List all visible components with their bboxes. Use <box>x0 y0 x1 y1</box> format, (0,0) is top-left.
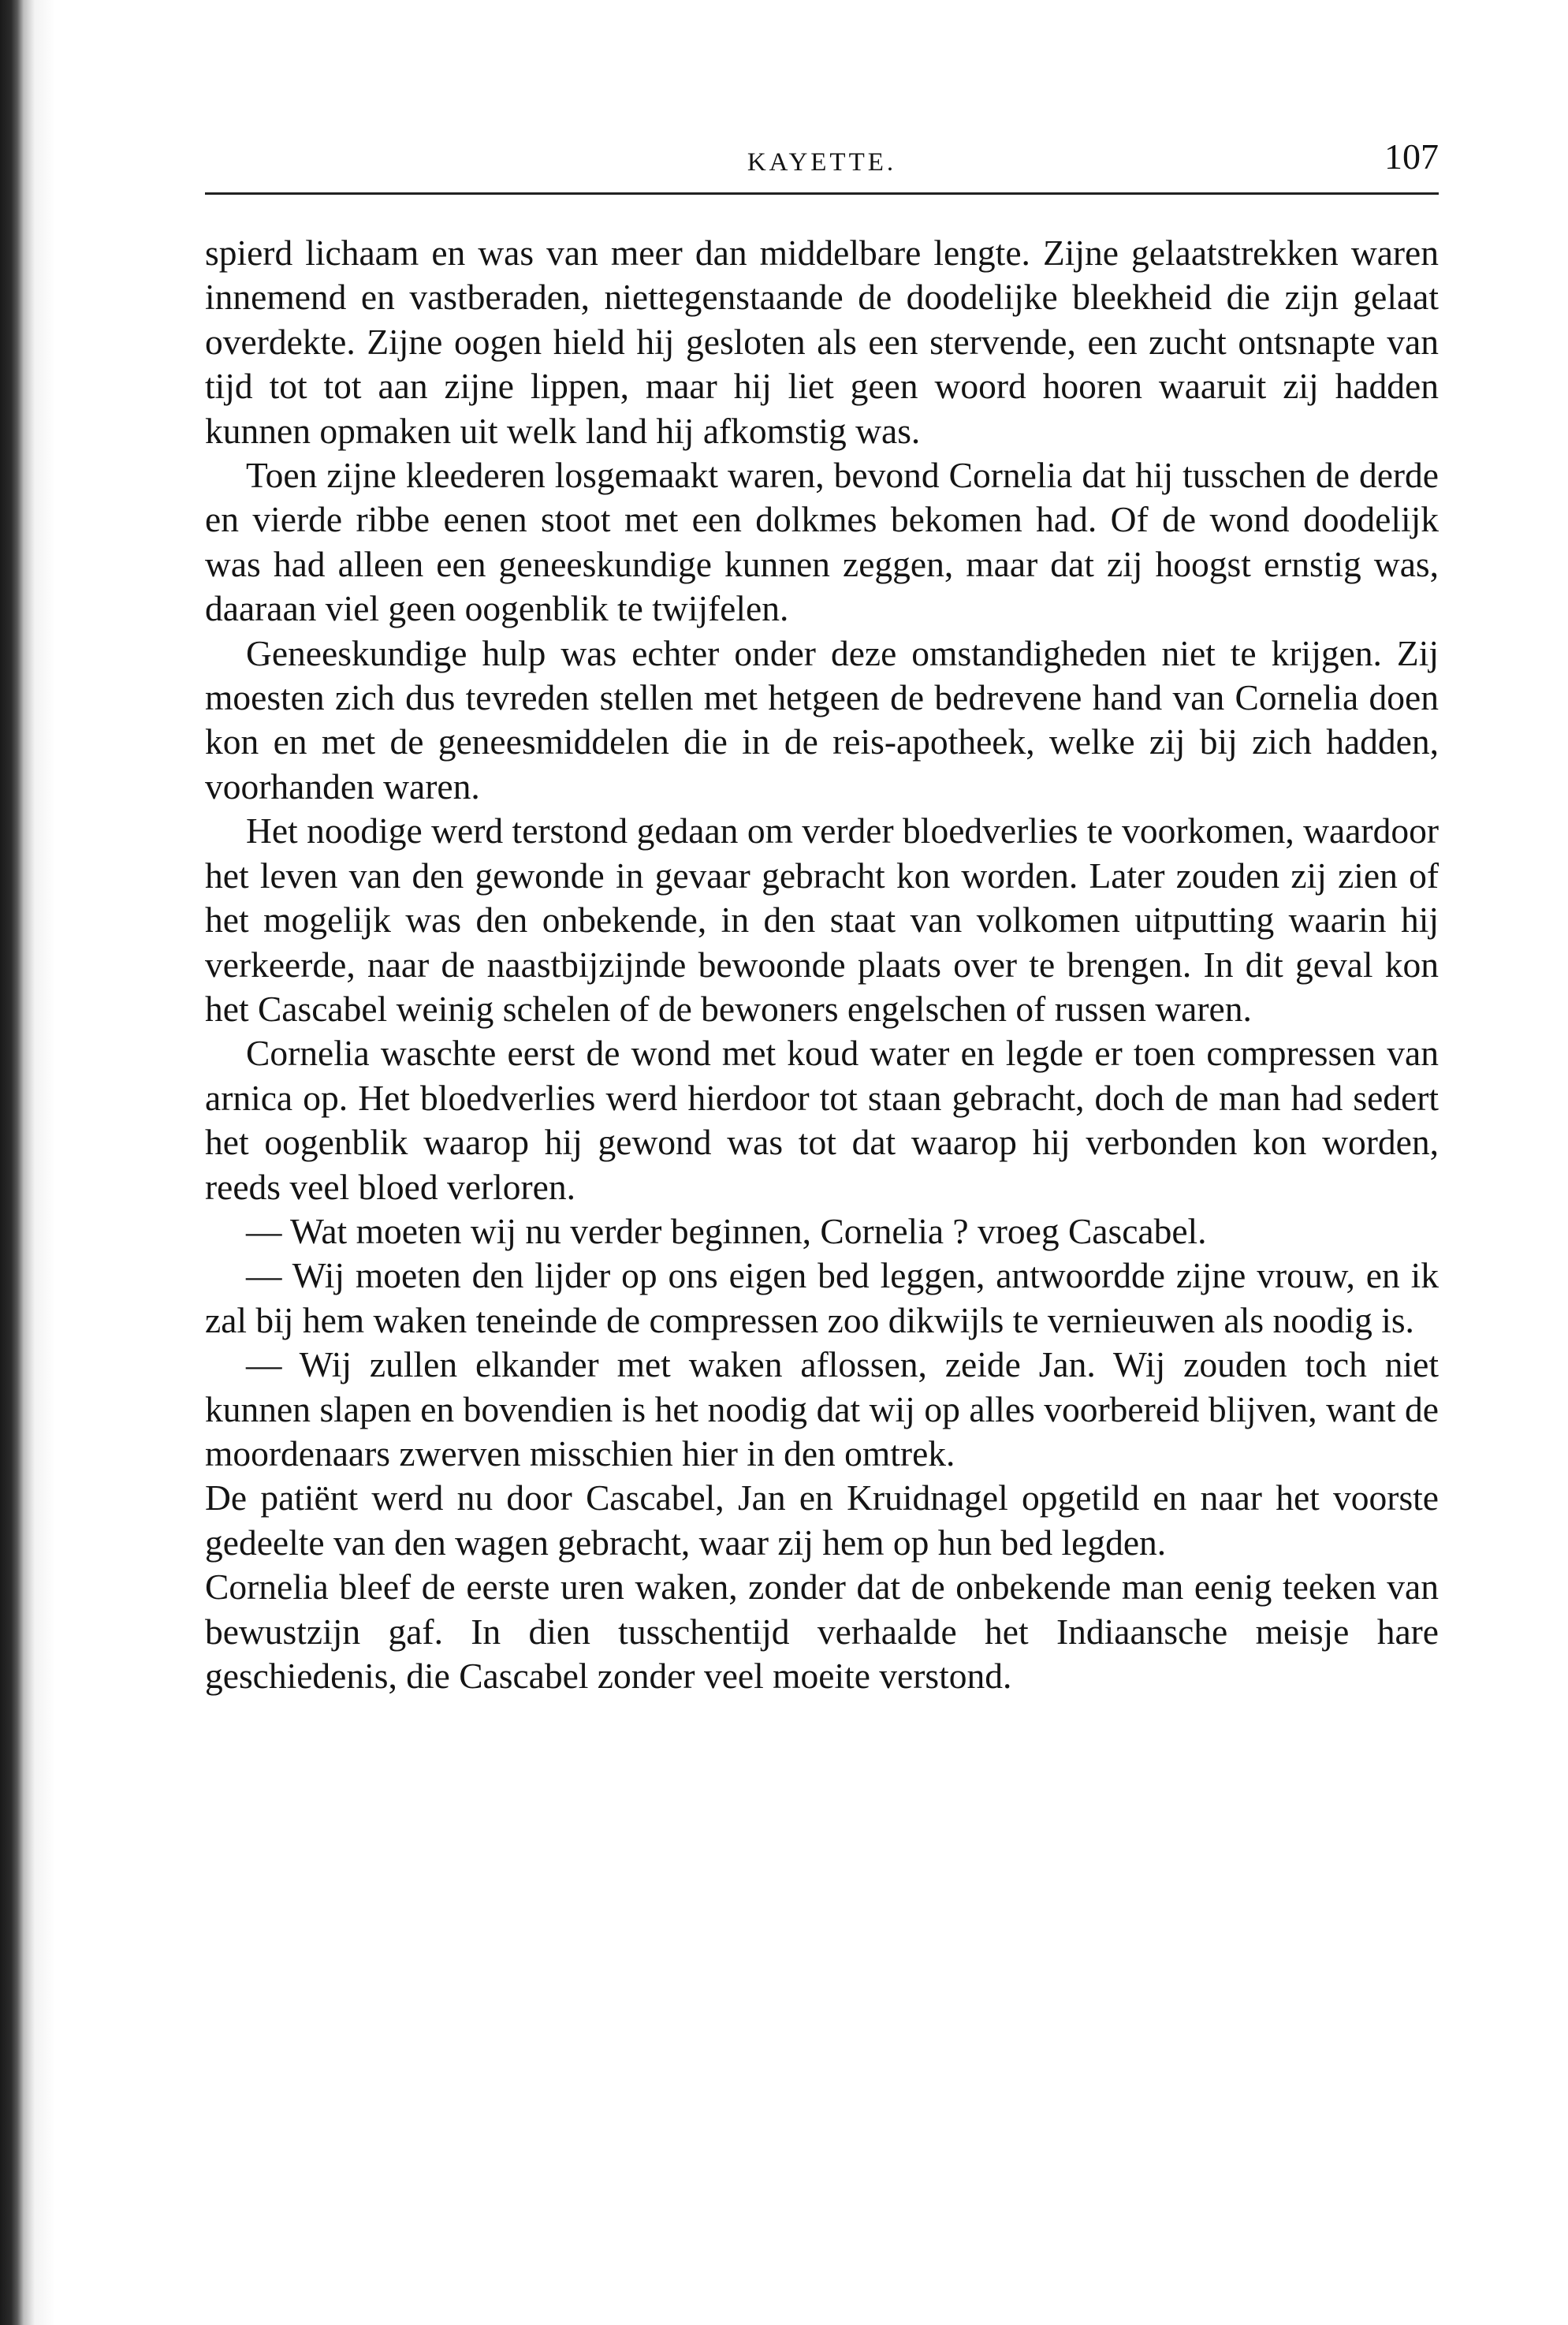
book-binding-edge <box>0 0 55 2325</box>
running-header <box>205 134 1439 189</box>
book-page <box>205 134 1439 1698</box>
page-number: 107 <box>1384 136 1439 177</box>
header-rule <box>205 192 1439 195</box>
paragraph: Geneeskundige hulp was echter onder deze omstandigheden niet te krijgen. Zij moesten zich dus tevreden stellen met hetgeen de bedrevene hand van Cornelia doen kon en met de geneesmiddelen die in de reis-apotheek, welke zij bij zich hadden, voorhanden waren. <box>205 632 1439 807</box>
dialogue-line: — Wij zullen elkander met waken aflossen, zeide Jan. Wij zouden toch niet kunnen slapen en bovendien is het noodig dat wij op alles voorbereid blijven, want de moordenaars zwerven misschien hier in den omtrek. <box>205 1344 1439 1474</box>
paragraph: Het noodige werd terstond gedaan om verder bloedverlies te voorkomen, waardoor het leven van den gewonde in gevaar gebracht kon worden. Later zouden zij zien of het mogelijk was den onbekende, in den staat van volkomen uitputting waarin hij verkeerde, naar de naastbijzijnde bewoonde plaats over te brengen. In dit geval kon het Cascabel weinig schelen of de bewoners engelschen of russen waren. <box>205 810 1439 1029</box>
paragraph: spierd lichaam en was van meer dan middelbare lengte. Zijne gelaatstrekken waren innemend en vastberaden, niettegenstaande de doodelijke bleekheid die zijn gelaat overdekte. Zijne oogen hield hij gesloten als een stervende, een zucht ontsnapte van tijd tot tot aan zijne lippen, maar hij liet geen woord hooren waaruit zij hadden kunnen opmaken uit welk land hij afkomstig was. <box>205 233 1439 451</box>
paragraph: De patiënt werd nu door Cascabel, Jan en Kruidnagel opgetild en naar het voorste gedeelte van den wagen gebracht, waar zij hem op hun bed legden. <box>205 1477 1439 1563</box>
dialogue-line: — Wij moeten den lijder op ons eigen bed leggen, antwoordde zijne vrouw, en ik zal bij hem waken teneinde de compressen zoo dikwijls te vernieuwen als noodig is. <box>205 1255 1439 1340</box>
dialogue-line: — Wat moeten wij nu verder beginnen, Cornelia ? vroeg Cascabel. <box>246 1210 1207 1251</box>
paragraph: Toen zijne kleederen losgemaakt waren, bevond Cornelia dat hij tusschen de derde en vierde ribbe eenen stoot met een dolkmes bekomen had. Of de wond doodelijk was had alleen een geneeskundige kunnen zeggen, maar dat zij hoogst ernstig was, daaraan viel geen oogenblik te twijfelen. <box>205 455 1439 629</box>
paragraph: Cornelia waschte eerst de wond met koud water en legde er toen compressen van arnica op. Het bloedverlies werd hierdoor tot staan gebracht, doch de man had sedert het oogenblik waarop hij gewond was tot dat waarop hij verbonden kon worden, reeds veel bloed verloren. <box>205 1033 1439 1207</box>
paragraph: Cornelia bleef de eerste uren waken, zonder dat de onbekende man eenig teeken van bewustzijn gaf. In dien tusschentijd verhaalde het Indiaansche meisje hare geschiedenis, die Cascabel zonder veel moeite verstond. <box>205 1567 1439 1696</box>
running-head-title: KAYETTE. <box>747 148 897 177</box>
body-text <box>205 231 1439 1698</box>
